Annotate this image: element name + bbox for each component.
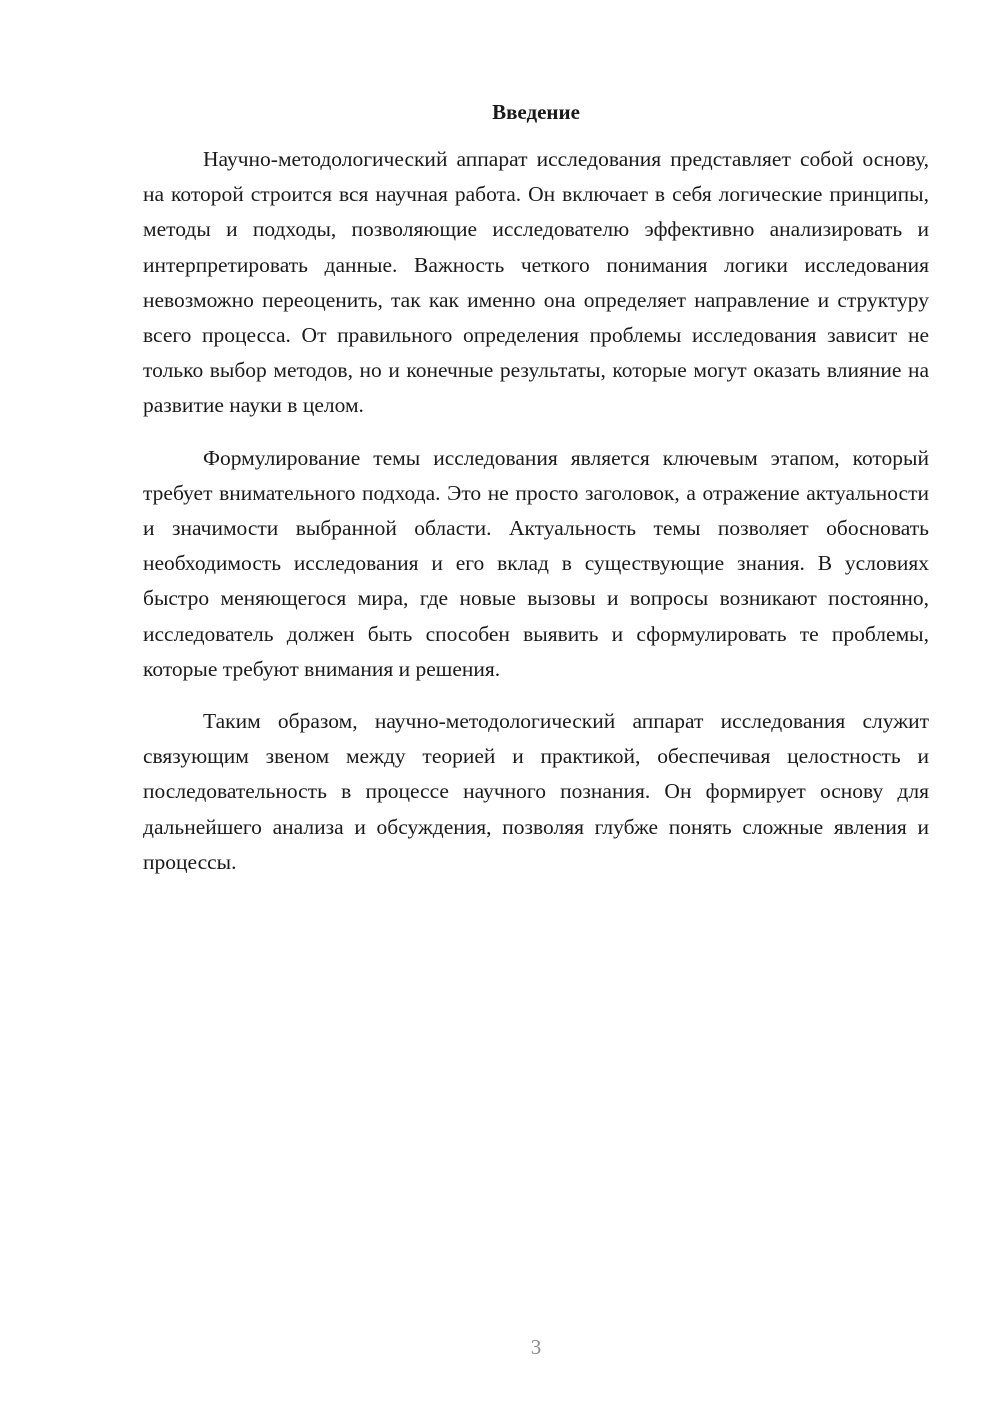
paragraph-2: Формулирование темы исследования является ключевым этапом, который требует внимательного подхода. Это не просто заголовок, а отражение актуальности и значимости выбранной области. Актуальность темы позволяет обосновать необходимость исследования и его вклад в существующие знания. В условиях быстро меняющегося мира, где новые вызовы и вопросы возникают постоянно, исследователь должен быть способен выявить и сформулировать те проблемы, которые требуют внимания и решения. bbox=[143, 445, 929, 681]
page-number: 3 bbox=[530, 1335, 542, 1359]
body-text bbox=[143, 142, 929, 897]
paragraph-1: Научно-методологический аппарат исследования представляет собой основу, на которой строится вся научная работа. Он включает в себя логические принципы, методы и подходы, позволяющие исследователю эффективно анализировать и интерпретировать данные. Важность четкого понимания логики исследования невозможно переоценить, так как именно она определяет направление и структуру всего процесса. От правильного определения проблемы исследования зависит не только выбор методов, но и конечные результаты, которые могут оказать влияние на развитие науки в целом. bbox=[143, 147, 929, 418]
paragraph-3: Таким образом, научно-методологический аппарат исследования служит связующим звеном между теорией и практикой, обеспечивая целостность и последовательность в процессе научного познания. Он формирует основу для дальнейшего анализа и обсуждения, позволяя глубже понять сложные явления и процессы. bbox=[143, 709, 929, 874]
section-title: Введение bbox=[492, 100, 580, 124]
